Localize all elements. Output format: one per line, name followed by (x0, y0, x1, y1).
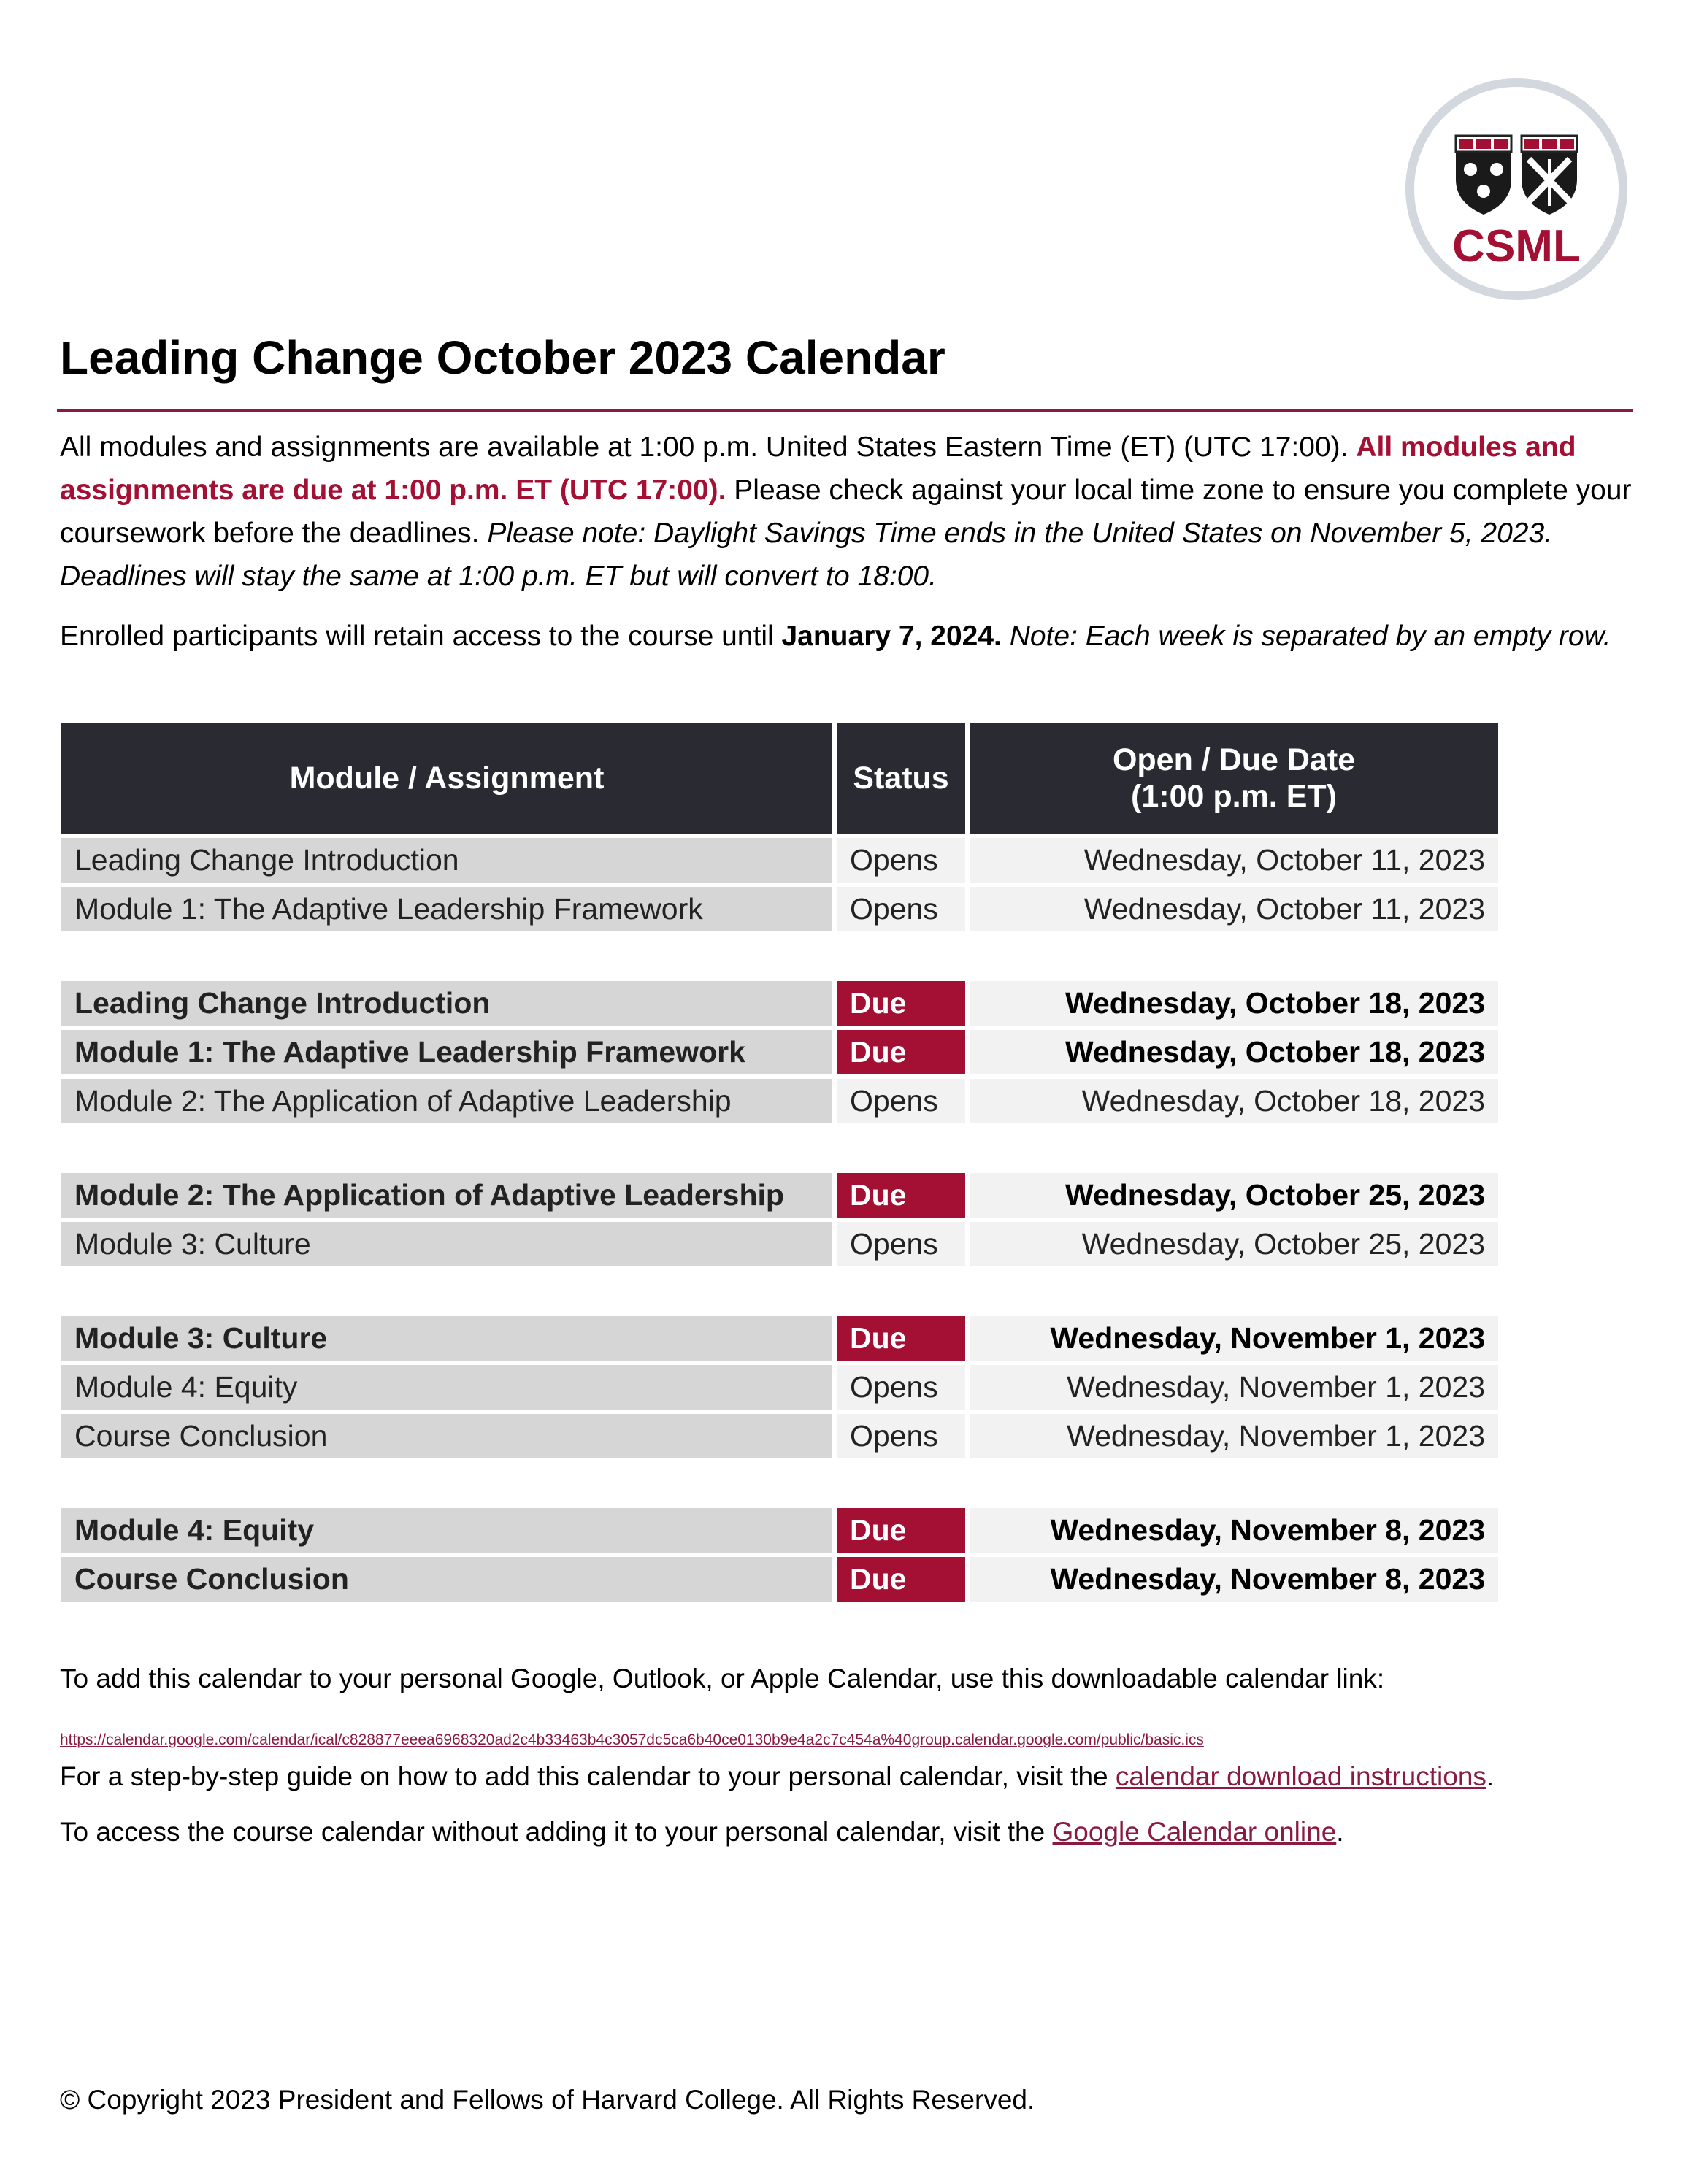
status-cell: Due (837, 1557, 965, 1602)
week-separator-cell (61, 1463, 1498, 1504)
intro-paragraph (60, 426, 1637, 598)
add-calendar-text: To add this calendar to your personal Google, Outlook, or Apple Calendar, use this downloadable calendar link: (60, 1664, 1385, 1693)
table-row (61, 1316, 1498, 1361)
status-cell: Due (837, 1030, 965, 1074)
table-row (61, 838, 1498, 883)
calendar-table (57, 718, 1503, 1606)
table-row (61, 1508, 1498, 1553)
status-cell: Due (837, 1508, 965, 1553)
table-row (61, 1414, 1498, 1458)
guide-text: For a step-by-step guide on how to add this calendar to your personal calendar, visit the (60, 1761, 1116, 1791)
status-cell: Due (837, 1173, 965, 1218)
header-status: Status (837, 723, 965, 834)
date-cell: Wednesday, October 25, 2023 (970, 1222, 1498, 1266)
ical-link[interactable]: https://calendar.google.com/calendar/ical/c828877eeea6968320ad2c4b33463b4c3057dc5ca6b40ce0130b9e4a2c7c454a%40group.calendar.google.com/public/basic.ics (60, 1731, 1204, 1748)
status-cell: Opens (837, 887, 965, 931)
guide-paragraph (60, 1759, 1494, 1794)
table-row (61, 1365, 1498, 1410)
access-paragraph (60, 615, 1637, 658)
header-date-line-2: (1:00 p.m. ET) (1131, 779, 1337, 814)
google-calendar-online-link[interactable]: Google Calendar online (1052, 1817, 1337, 1847)
header-module: Module / Assignment (61, 723, 832, 834)
week-separator-row (61, 936, 1498, 977)
table-row (61, 1557, 1498, 1602)
module-cell: Module 4: Equity (61, 1365, 832, 1410)
date-cell: Wednesday, October 11, 2023 (970, 838, 1498, 883)
access-end-date: January 7, 2024. (781, 620, 1002, 652)
intro-sentence-3: Please check against your local time zone to ensure you complete your coursework before the deadlines. (60, 474, 1632, 549)
intro-sentence-1: All modules and assignments are available at 1:00 p.m. United States Eastern Time (ET) (UTC 17:00). (60, 431, 1357, 463)
status-cell: Opens (837, 1414, 965, 1458)
date-cell: Wednesday, October 11, 2023 (970, 887, 1498, 931)
logo-text: CSML (1452, 221, 1581, 272)
status-cell: Opens (837, 1079, 965, 1123)
module-cell: Module 1: The Adaptive Leadership Framework (61, 887, 832, 931)
copyright: © Copyright 2023 President and Fellows of Harvard College. All Rights Reserved. (60, 2085, 1035, 2115)
status-cell: Opens (837, 1365, 965, 1410)
date-cell: Wednesday, November 1, 2023 (970, 1365, 1498, 1410)
module-cell: Leading Change Introduction (61, 981, 832, 1026)
access-calendar-paragraph (60, 1815, 1344, 1850)
table-row (61, 981, 1498, 1026)
date-cell: Wednesday, October 18, 2023 (970, 1030, 1498, 1074)
module-cell: Module 2: The Application of Adaptive Leadership (61, 1079, 832, 1123)
table-row (61, 1173, 1498, 1218)
table-row (61, 887, 1498, 931)
week-separator-row (61, 1271, 1498, 1312)
title-divider (57, 409, 1633, 412)
csml-logo (1405, 77, 1628, 301)
page-title: Leading Change October 2023 Calendar (60, 331, 945, 384)
table-row (61, 1030, 1498, 1074)
access-calendar-text: To access the course calendar without adding it to your personal calendar, visit the (60, 1817, 1053, 1847)
status-cell: Opens (837, 838, 965, 883)
module-cell: Module 2: The Application of Adaptive Leadership (61, 1173, 832, 1218)
date-cell: Wednesday, October 25, 2023 (970, 1173, 1498, 1218)
guide-period: . (1486, 1761, 1495, 1791)
date-cell: Wednesday, November 1, 2023 (970, 1414, 1498, 1458)
date-cell: Wednesday, October 18, 2023 (970, 981, 1498, 1026)
calendar-body (61, 838, 1498, 1602)
due-notice: All modules and assignments are due at 1:00 p.m. ET (UTC 17:00). (60, 431, 1576, 506)
access-sentence-1: Enrolled participants will retain access to the course until (60, 620, 782, 652)
week-separator-cell (61, 1271, 1498, 1312)
module-cell: Leading Change Introduction (61, 838, 832, 883)
week-separator-note: Note: Each week is separated by an empty row. (1001, 620, 1611, 652)
header-date-line-1: Open / Due Date (1112, 742, 1356, 777)
module-cell: Course Conclusion (61, 1557, 832, 1602)
week-separator-row (61, 1128, 1498, 1169)
module-cell: Course Conclusion (61, 1414, 832, 1458)
date-cell: Wednesday, October 18, 2023 (970, 1079, 1498, 1123)
date-cell: Wednesday, November 1, 2023 (970, 1316, 1498, 1361)
status-cell: Due (837, 981, 965, 1026)
table-row (61, 1222, 1498, 1266)
status-cell: Opens (837, 1222, 965, 1266)
table-row (61, 1079, 1498, 1123)
access-period: . (1336, 1817, 1344, 1847)
week-separator-cell (61, 1128, 1498, 1169)
week-separator-cell (61, 936, 1498, 977)
module-cell: Module 3: Culture (61, 1316, 832, 1361)
calendar-download-instructions-link[interactable]: calendar download instructions (1115, 1761, 1486, 1791)
date-cell: Wednesday, November 8, 2023 (970, 1508, 1498, 1553)
dst-note: Please note: Daylight Savings Time ends in the United States on November 5, 2023. Deadlines will stay the same at 1:00 p.m. ET but will convert to 18:00. (60, 518, 1552, 592)
week-separator-row (61, 1463, 1498, 1504)
table-header-row (61, 723, 1498, 834)
module-cell: Module 3: Culture (61, 1222, 832, 1266)
module-cell: Module 4: Equity (61, 1508, 832, 1553)
header-date (970, 723, 1498, 834)
date-cell: Wednesday, November 8, 2023 (970, 1557, 1498, 1602)
module-cell: Module 1: The Adaptive Leadership Framework (61, 1030, 832, 1074)
status-cell: Due (837, 1316, 965, 1361)
